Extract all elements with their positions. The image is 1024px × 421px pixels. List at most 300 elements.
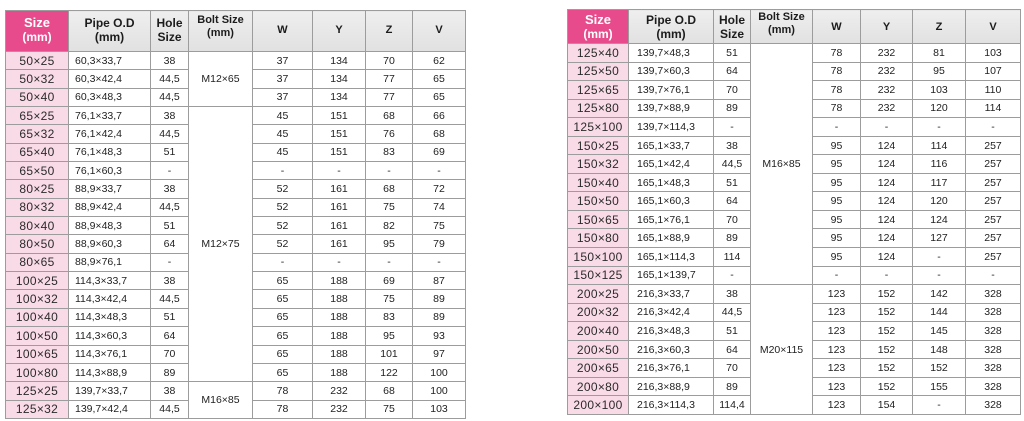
v-cell: - — [966, 118, 1021, 137]
pipe-od-cell: 114,3×48,3 — [69, 308, 151, 326]
v-cell: 69 — [413, 143, 466, 161]
v-cell: 100 — [413, 363, 466, 381]
header-size-unit: (mm) — [22, 29, 52, 44]
pipe-od-cell: 165,1×42,4 — [629, 155, 714, 174]
hole-size-cell: 38 — [151, 272, 189, 290]
size-cell: 50×40 — [6, 88, 69, 106]
pipe-od-cell: 216,3×60,3 — [629, 340, 714, 359]
table-header — [568, 10, 1021, 44]
hole-size-cell: 89 — [714, 377, 751, 396]
hole-size-cell: 70 — [714, 210, 751, 229]
v-cell: 103 — [966, 44, 1021, 63]
v-cell: 328 — [966, 340, 1021, 359]
hole-size-cell: 44,5 — [151, 125, 189, 143]
w-cell: 52 — [253, 198, 313, 216]
y-cell: 232 — [861, 44, 913, 63]
w-cell: 123 — [813, 377, 861, 396]
z-cell: 77 — [366, 88, 413, 106]
hole-size-cell: 114,4 — [714, 396, 751, 415]
hole-size-cell: 89 — [151, 363, 189, 381]
size-cell: 125×40 — [568, 44, 629, 63]
hole-size-cell: 38 — [714, 136, 751, 155]
v-cell: 257 — [966, 229, 1021, 248]
z-cell: - — [366, 253, 413, 271]
hole-size-cell: 114 — [714, 248, 751, 267]
v-cell: 257 — [966, 210, 1021, 229]
hole-size-cell: 44,5 — [151, 198, 189, 216]
pipe-od-cell: 216,3×88,9 — [629, 377, 714, 396]
hole-size-cell: 64 — [714, 192, 751, 211]
v-cell: 74 — [413, 198, 466, 216]
y-cell: 188 — [313, 327, 366, 345]
pipe-od-cell: 88,9×60,3 — [69, 235, 151, 253]
pipe-od-cell: 88,9×48,3 — [69, 217, 151, 235]
header-y: Y — [313, 11, 366, 52]
w-cell: 52 — [253, 235, 313, 253]
z-cell: 148 — [913, 340, 966, 359]
y-cell: 161 — [313, 235, 366, 253]
hole-size-cell: 51 — [151, 143, 189, 161]
size-cell: 150×100 — [568, 248, 629, 267]
pipe-od-cell: 60,3×48,3 — [69, 88, 151, 106]
y-cell: 152 — [861, 303, 913, 322]
v-cell: 328 — [966, 303, 1021, 322]
header-bolt-size-label: Bolt Size — [758, 11, 805, 23]
size-cell: 100×25 — [6, 272, 69, 290]
size-cell: 125×65 — [568, 81, 629, 100]
w-cell: 65 — [253, 327, 313, 345]
v-cell: 72 — [413, 180, 466, 198]
w-cell: 52 — [253, 180, 313, 198]
pipe-od-cell: 88,9×33,7 — [69, 180, 151, 198]
w-cell: 123 — [813, 340, 861, 359]
w-cell: 65 — [253, 272, 313, 290]
pipe-od-cell: 76,1×42,4 — [69, 125, 151, 143]
v-cell: 110 — [966, 81, 1021, 100]
w-cell: 95 — [813, 210, 861, 229]
y-cell: 124 — [861, 155, 913, 174]
header-bolt-size-unit: (mm) — [768, 24, 795, 36]
header-z: Z — [913, 10, 966, 44]
pipe-od-cell: 165,1×139,7 — [629, 266, 714, 285]
header-bolt-size-label: Bolt Size — [197, 14, 244, 26]
size-cell: 65×32 — [6, 125, 69, 143]
hole-size-cell: 64 — [714, 340, 751, 359]
header-size — [6, 11, 69, 52]
w-cell: 37 — [253, 88, 313, 106]
y-cell: 134 — [313, 52, 366, 70]
v-cell: 257 — [966, 192, 1021, 211]
pipe-od-cell: 88,9×76,1 — [69, 253, 151, 271]
y-cell: 161 — [313, 198, 366, 216]
pipe-od-cell: 165,1×60,3 — [629, 192, 714, 211]
hole-size-cell: 64 — [151, 235, 189, 253]
w-cell: 45 — [253, 107, 313, 125]
v-cell: 107 — [966, 62, 1021, 81]
header-size — [568, 10, 629, 44]
w-cell: 45 — [253, 143, 313, 161]
header-hole-size-line2: Size — [719, 26, 744, 41]
pipe-od-cell: 139,7×60,3 — [629, 62, 714, 81]
pipe-od-cell: 165,1×33,7 — [629, 136, 714, 155]
hole-size-cell: 44,5 — [151, 70, 189, 88]
z-cell: 101 — [366, 345, 413, 363]
w-cell: 65 — [253, 363, 313, 381]
z-cell: 142 — [913, 285, 966, 304]
hole-size-cell: - — [714, 118, 751, 137]
y-cell: 232 — [861, 81, 913, 100]
header-hole-size-line1: Hole — [156, 15, 183, 30]
z-cell: 68 — [366, 107, 413, 125]
size-cell: 125×32 — [6, 400, 69, 418]
pipe-od-cell: 76,1×48,3 — [69, 143, 151, 161]
size-cell: 100×32 — [6, 290, 69, 308]
hole-size-cell: 64 — [714, 62, 751, 81]
bolt-size-cell: M16×85 — [751, 44, 813, 285]
size-cell: 150×80 — [568, 229, 629, 248]
z-cell: 103 — [913, 81, 966, 100]
w-cell: 65 — [253, 290, 313, 308]
pipe-od-cell: 216,3×76,1 — [629, 359, 714, 378]
y-cell: 124 — [861, 248, 913, 267]
pipe-od-cell: 114,3×88,9 — [69, 363, 151, 381]
y-cell: 124 — [861, 210, 913, 229]
z-cell: 122 — [366, 363, 413, 381]
y-cell: - — [313, 162, 366, 180]
pipe-od-cell: 139,7×33,7 — [69, 382, 151, 400]
y-cell: 151 — [313, 143, 366, 161]
pipe-od-cell: 76,1×33,7 — [69, 107, 151, 125]
v-cell: 93 — [413, 327, 466, 345]
size-cell: 65×50 — [6, 162, 69, 180]
bolt-size-cell: M20×115 — [751, 285, 813, 415]
hole-size-cell: 38 — [151, 382, 189, 400]
pipe-od-cell: 139,7×76,1 — [629, 81, 714, 100]
v-cell: - — [413, 162, 466, 180]
z-cell: 69 — [366, 272, 413, 290]
w-cell: 95 — [813, 229, 861, 248]
size-cell: 80×32 — [6, 198, 69, 216]
y-cell: 124 — [861, 192, 913, 211]
pipe-od-cell: 139,7×114,3 — [629, 118, 714, 137]
table-body — [568, 44, 1021, 415]
header-pipe-od — [69, 11, 151, 52]
w-cell: 65 — [253, 308, 313, 326]
pipe-od-cell: 216,3×114,3 — [629, 396, 714, 415]
size-cell: 125×50 — [568, 62, 629, 81]
w-cell: 123 — [813, 303, 861, 322]
v-cell: - — [966, 266, 1021, 285]
y-cell: 188 — [313, 308, 366, 326]
size-cell: 150×40 — [568, 173, 629, 192]
y-cell: 151 — [313, 107, 366, 125]
z-cell: 117 — [913, 173, 966, 192]
y-cell: 124 — [861, 136, 913, 155]
size-cell: 80×25 — [6, 180, 69, 198]
size-cell: 200×32 — [568, 303, 629, 322]
hole-size-cell: 64 — [151, 327, 189, 345]
hole-size-cell: 44,5 — [714, 303, 751, 322]
z-cell: 68 — [366, 382, 413, 400]
y-cell: 124 — [861, 229, 913, 248]
header-pipe-od-label: Pipe O.D — [84, 15, 135, 30]
w-cell: - — [813, 266, 861, 285]
z-cell: 120 — [913, 192, 966, 211]
pipe-od-cell: 165,1×48,3 — [629, 173, 714, 192]
w-cell: 78 — [253, 400, 313, 418]
y-cell: 188 — [313, 363, 366, 381]
z-cell: - — [913, 266, 966, 285]
size-cell: 100×80 — [6, 363, 69, 381]
y-cell: 161 — [313, 180, 366, 198]
header-hole-size — [151, 11, 189, 52]
header-bolt-size-unit: (mm) — [207, 27, 234, 39]
z-cell: 75 — [366, 198, 413, 216]
z-cell: - — [366, 162, 413, 180]
y-cell: 151 — [313, 125, 366, 143]
hole-size-cell: 51 — [714, 44, 751, 63]
pipe-od-cell: 216,3×48,3 — [629, 322, 714, 341]
y-cell: 232 — [313, 400, 366, 418]
table-header — [6, 11, 466, 52]
z-cell: 82 — [366, 217, 413, 235]
pipe-od-cell: 114,3×60,3 — [69, 327, 151, 345]
size-cell: 65×25 — [6, 107, 69, 125]
y-cell: 152 — [861, 285, 913, 304]
hole-size-cell: 89 — [714, 99, 751, 118]
z-cell: 76 — [366, 125, 413, 143]
y-cell: 152 — [861, 322, 913, 341]
size-cell: 50×25 — [6, 52, 69, 70]
y-cell: - — [313, 253, 366, 271]
z-cell: 81 — [913, 44, 966, 63]
v-cell: 79 — [413, 235, 466, 253]
pipe-od-cell: 60,3×33,7 — [69, 52, 151, 70]
z-cell: 83 — [366, 143, 413, 161]
header-pipe-od-unit: (mm) — [94, 29, 125, 44]
size-cell: 200×25 — [568, 285, 629, 304]
z-cell: 145 — [913, 322, 966, 341]
z-cell: 75 — [366, 290, 413, 308]
hole-size-cell: 51 — [151, 217, 189, 235]
y-cell: 152 — [861, 340, 913, 359]
z-cell: 155 — [913, 377, 966, 396]
header-y: Y — [861, 10, 913, 44]
v-cell: 328 — [966, 359, 1021, 378]
header-hole-size-line1: Hole — [718, 12, 745, 27]
y-cell: 232 — [861, 62, 913, 81]
pipe-od-cell: 139,7×48,3 — [629, 44, 714, 63]
header-pipe-od — [629, 10, 714, 44]
v-cell: 100 — [413, 382, 466, 400]
z-cell: 75 — [366, 400, 413, 418]
table-row — [6, 52, 466, 70]
size-cell: 150×25 — [568, 136, 629, 155]
hole-size-cell: - — [714, 266, 751, 285]
header-pipe-od-unit: (mm) — [656, 26, 686, 41]
pipe-od-cell: 216,3×42,4 — [629, 303, 714, 322]
v-cell: 75 — [413, 217, 466, 235]
w-cell: 65 — [253, 345, 313, 363]
y-cell: 154 — [861, 396, 913, 415]
hole-size-cell: 44,5 — [151, 400, 189, 418]
v-cell: 68 — [413, 125, 466, 143]
y-cell: 124 — [861, 173, 913, 192]
size-cell: 125×80 — [568, 99, 629, 118]
size-cell: 150×32 — [568, 155, 629, 174]
size-cell: 200×50 — [568, 340, 629, 359]
hole-size-cell: 70 — [714, 359, 751, 378]
hole-size-cell: 70 — [714, 81, 751, 100]
y-cell: - — [861, 266, 913, 285]
v-cell: 97 — [413, 345, 466, 363]
header-z: Z — [366, 11, 413, 52]
v-cell: 257 — [966, 136, 1021, 155]
v-cell: 257 — [966, 173, 1021, 192]
flange-dimension-table-right — [567, 9, 1021, 415]
table-row — [568, 44, 1021, 63]
z-cell: 152 — [913, 359, 966, 378]
w-cell: 123 — [813, 359, 861, 378]
z-cell: - — [913, 118, 966, 137]
w-cell: 123 — [813, 396, 861, 415]
header-w: W — [813, 10, 861, 44]
pipe-od-cell: 165,1×76,1 — [629, 210, 714, 229]
size-cell: 200×80 — [568, 377, 629, 396]
size-cell: 150×50 — [568, 192, 629, 211]
z-cell: 120 — [913, 99, 966, 118]
v-cell: 62 — [413, 52, 466, 70]
header-v: V — [966, 10, 1021, 44]
w-cell: 78 — [813, 81, 861, 100]
pipe-od-cell: 165,1×88,9 — [629, 229, 714, 248]
hole-size-cell: 51 — [714, 173, 751, 192]
z-cell: 95 — [366, 235, 413, 253]
size-cell: 65×40 — [6, 143, 69, 161]
pipe-od-cell: 165,1×114,3 — [629, 248, 714, 267]
size-cell: 80×65 — [6, 253, 69, 271]
hole-size-cell: 51 — [714, 322, 751, 341]
flange-dimension-table-left — [5, 10, 466, 419]
y-cell: 232 — [313, 382, 366, 400]
v-cell: 65 — [413, 70, 466, 88]
size-cell: 80×40 — [6, 217, 69, 235]
v-cell: 328 — [966, 285, 1021, 304]
size-cell: 100×65 — [6, 345, 69, 363]
hole-size-cell: 38 — [151, 52, 189, 70]
hole-size-cell: 70 — [151, 345, 189, 363]
bolt-size-cell: M12×65 — [189, 52, 253, 107]
z-cell: 124 — [913, 210, 966, 229]
pipe-od-cell: 88,9×42,4 — [69, 198, 151, 216]
z-cell: - — [913, 248, 966, 267]
size-cell: 150×125 — [568, 266, 629, 285]
pipe-od-cell: 114,3×33,7 — [69, 272, 151, 290]
size-cell: 200×40 — [568, 322, 629, 341]
header-w: W — [253, 11, 313, 52]
size-cell: 125×100 — [568, 118, 629, 137]
hole-size-cell: 38 — [714, 285, 751, 304]
z-cell: 95 — [366, 327, 413, 345]
z-cell: 127 — [913, 229, 966, 248]
v-cell: 114 — [966, 99, 1021, 118]
y-cell: 152 — [861, 359, 913, 378]
v-cell: - — [413, 253, 466, 271]
w-cell: 37 — [253, 52, 313, 70]
hole-size-cell: 51 — [151, 308, 189, 326]
y-cell: 161 — [313, 217, 366, 235]
v-cell: 87 — [413, 272, 466, 290]
v-cell: 257 — [966, 248, 1021, 267]
table-row — [6, 107, 466, 125]
y-cell: 152 — [861, 377, 913, 396]
header-v: V — [413, 11, 466, 52]
hole-size-cell: - — [151, 162, 189, 180]
hole-size-cell: - — [151, 253, 189, 271]
header-pipe-od-label: Pipe O.D — [645, 12, 696, 27]
header-bolt-size — [751, 10, 813, 44]
hole-size-cell: 38 — [151, 107, 189, 125]
size-cell: 50×32 — [6, 70, 69, 88]
table-body — [6, 52, 466, 419]
w-cell: 95 — [813, 173, 861, 192]
size-cell: 80×50 — [6, 235, 69, 253]
w-cell: 95 — [813, 136, 861, 155]
pipe-od-cell: 60,3×42,4 — [69, 70, 151, 88]
v-cell: 89 — [413, 290, 466, 308]
v-cell: 257 — [966, 155, 1021, 174]
pipe-od-cell: 76,1×60,3 — [69, 162, 151, 180]
v-cell: 66 — [413, 107, 466, 125]
w-cell: - — [813, 118, 861, 137]
size-cell: 200×100 — [568, 396, 629, 415]
hole-size-cell: 44,5 — [151, 88, 189, 106]
pipe-od-cell: 114,3×76,1 — [69, 345, 151, 363]
header-row — [6, 11, 466, 52]
w-cell: 78 — [253, 382, 313, 400]
w-cell: 78 — [813, 62, 861, 81]
z-cell: 114 — [913, 136, 966, 155]
table-row — [568, 285, 1021, 304]
z-cell: 83 — [366, 308, 413, 326]
header-size-label: Size — [23, 14, 50, 30]
pipe-od-cell: 139,7×88,9 — [629, 99, 714, 118]
pipe-od-cell: 216,3×33,7 — [629, 285, 714, 304]
z-cell: 116 — [913, 155, 966, 174]
pipe-od-cell: 139,7×42,4 — [69, 400, 151, 418]
z-cell: 144 — [913, 303, 966, 322]
z-cell: - — [913, 396, 966, 415]
size-cell: 125×25 — [6, 382, 69, 400]
v-cell: 328 — [966, 322, 1021, 341]
hole-size-cell: 38 — [151, 180, 189, 198]
v-cell: 328 — [966, 377, 1021, 396]
size-cell: 200×65 — [568, 359, 629, 378]
w-cell: - — [253, 253, 313, 271]
w-cell: 95 — [813, 155, 861, 174]
header-size-unit: (mm) — [583, 26, 613, 41]
v-cell: 89 — [413, 308, 466, 326]
table-row — [6, 382, 466, 400]
v-cell: 103 — [413, 400, 466, 418]
hole-size-cell: 44,5 — [714, 155, 751, 174]
header-size-label: Size — [584, 11, 611, 27]
w-cell: 52 — [253, 217, 313, 235]
y-cell: 232 — [861, 99, 913, 118]
header-row — [568, 10, 1021, 44]
hole-size-cell: 44,5 — [151, 290, 189, 308]
v-cell: 65 — [413, 88, 466, 106]
